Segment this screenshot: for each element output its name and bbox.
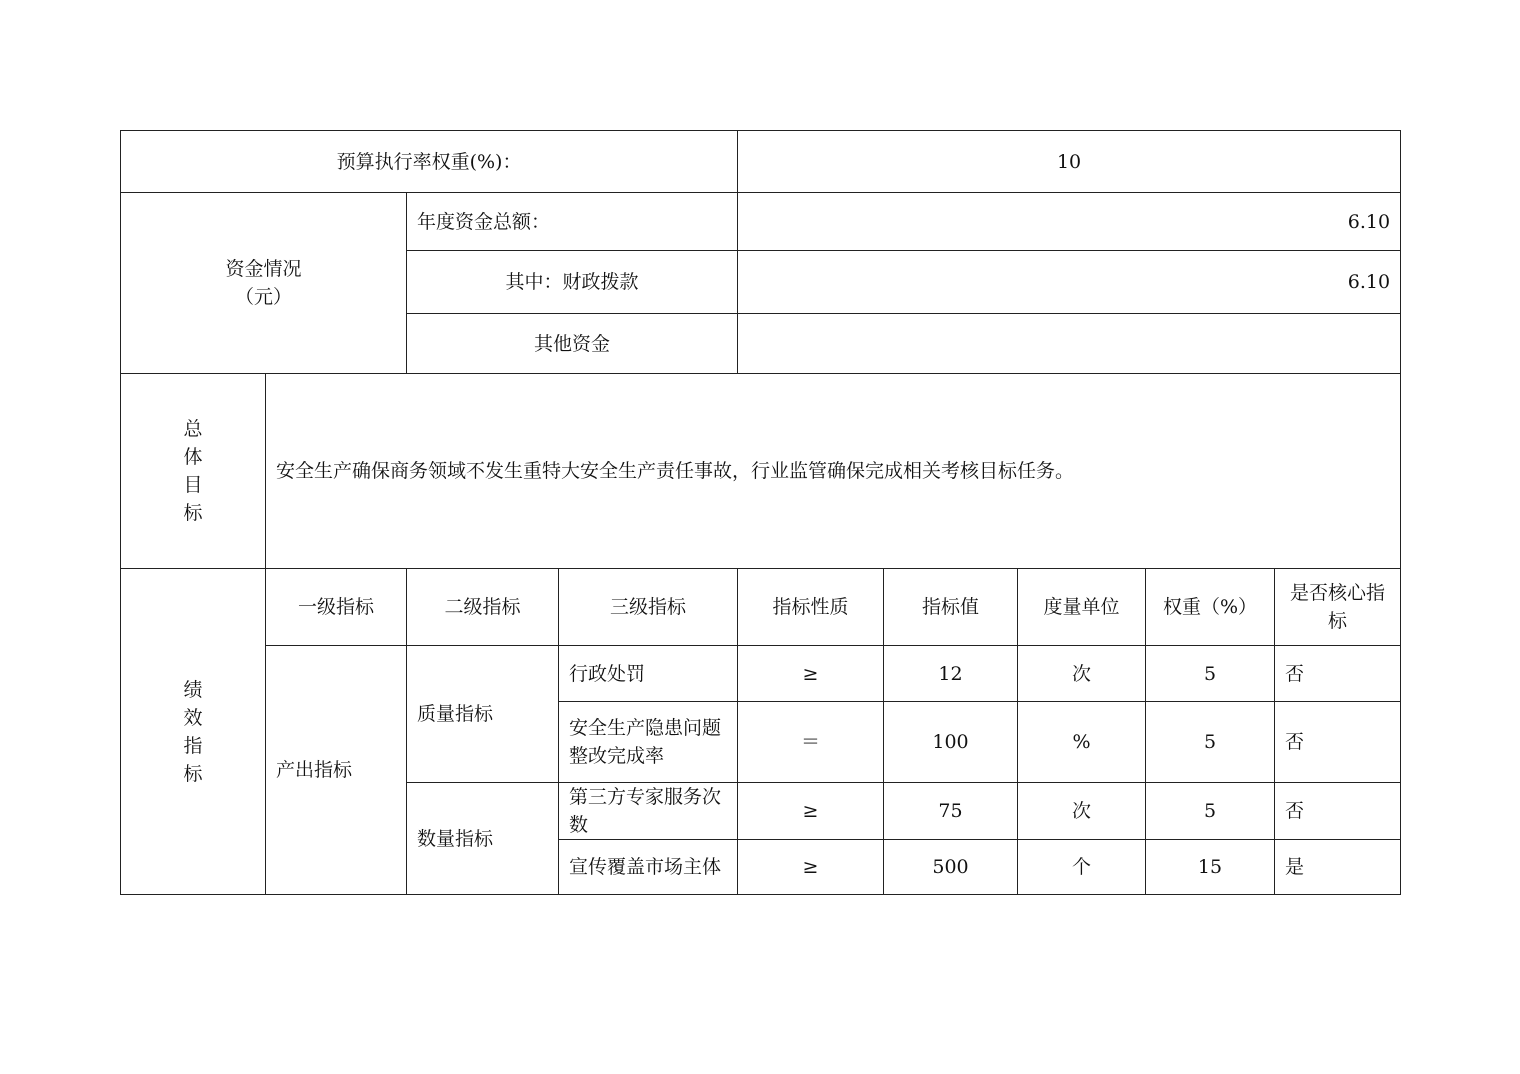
indicator-nature: ≥	[738, 840, 884, 895]
indicator-value: 100	[884, 702, 1018, 783]
indicator-value: 12	[884, 646, 1018, 702]
indicator-name: 行政处罚	[559, 646, 738, 702]
funds-fiscal-label: 其中：财政拨款	[407, 251, 738, 314]
indicator-core: 是	[1275, 840, 1401, 895]
goal-label-char: 体	[183, 446, 203, 468]
performance-label-char: 效	[183, 706, 203, 729]
indicator-core: 否	[1275, 702, 1401, 783]
indicator-nature: ≥	[738, 783, 884, 840]
indicator-name: 宣传覆盖市场主体	[559, 840, 738, 895]
quantity-indicator: 数量指标	[407, 783, 559, 895]
goal-label	[121, 374, 266, 569]
indicator-nature: ＝	[738, 702, 884, 783]
header-unit: 度量单位	[1018, 569, 1146, 646]
funds-other-label: 其他资金	[407, 314, 738, 374]
indicator-unit: 次	[1018, 646, 1146, 702]
indicator-weight: 5	[1146, 702, 1275, 783]
goal-label-char: 目	[183, 474, 203, 496]
funds-label: 资金情况	[225, 258, 302, 280]
indicator-unit: 次	[1018, 783, 1146, 840]
indicator-weight: 15	[1146, 840, 1275, 895]
indicator-nature: ≥	[738, 646, 884, 702]
performance-label	[121, 569, 266, 895]
quality-indicator: 质量指标	[407, 646, 559, 783]
funds-total-value: 6.10	[738, 193, 1401, 251]
indicator-unit: 个	[1018, 840, 1146, 895]
indicator-row	[121, 646, 1401, 702]
indicator-header-row	[121, 569, 1401, 646]
level1-indicator: 产出指标	[266, 646, 407, 895]
funds-fiscal-value: 6.10	[738, 251, 1401, 314]
indicator-name: 第三方专家服务次数	[559, 783, 738, 840]
header-level2: 二级指标	[407, 569, 559, 646]
indicator-weight: 5	[1146, 646, 1275, 702]
budget-rate-row	[121, 131, 1401, 193]
funds-total-row	[121, 193, 1401, 251]
indicator-weight: 5	[1146, 783, 1275, 840]
header-value: 指标值	[884, 569, 1018, 646]
performance-label-char: 标	[183, 762, 203, 785]
header-level3: 三级指标	[559, 569, 738, 646]
goal-label-char: 总	[183, 418, 203, 440]
header-level1: 一级指标	[266, 569, 407, 646]
indicator-value: 500	[884, 840, 1018, 895]
performance-target-table	[120, 130, 1401, 895]
funds-total-label: 年度资金总额：	[407, 193, 738, 251]
indicator-unit: %	[1018, 702, 1146, 783]
budget-rate-label: 预算执行率权重(%)：	[121, 131, 738, 193]
funds-label-cell	[121, 193, 407, 374]
header-nature: 指标性质	[738, 569, 884, 646]
goal-label-char: 标	[183, 502, 203, 524]
performance-label-char: 指	[183, 734, 203, 757]
indicator-core: 否	[1275, 646, 1401, 702]
goal-text: 安全生产确保商务领域不发生重特大安全生产责任事故，行业监管确保完成相关考核目标任务。	[266, 374, 1401, 569]
indicator-value: 75	[884, 783, 1018, 840]
indicator-name: 安全生产隐患问题整改完成率	[559, 702, 738, 783]
performance-label-char: 绩	[183, 678, 203, 701]
header-core: 是否核心指标	[1275, 569, 1401, 646]
funds-unit: （元）	[234, 286, 292, 308]
funds-other-value	[738, 314, 1401, 374]
header-weight: 权重（%）	[1146, 569, 1275, 646]
indicator-core: 否	[1275, 783, 1401, 840]
goal-row	[121, 374, 1401, 569]
budget-rate-value: 10	[738, 131, 1401, 193]
